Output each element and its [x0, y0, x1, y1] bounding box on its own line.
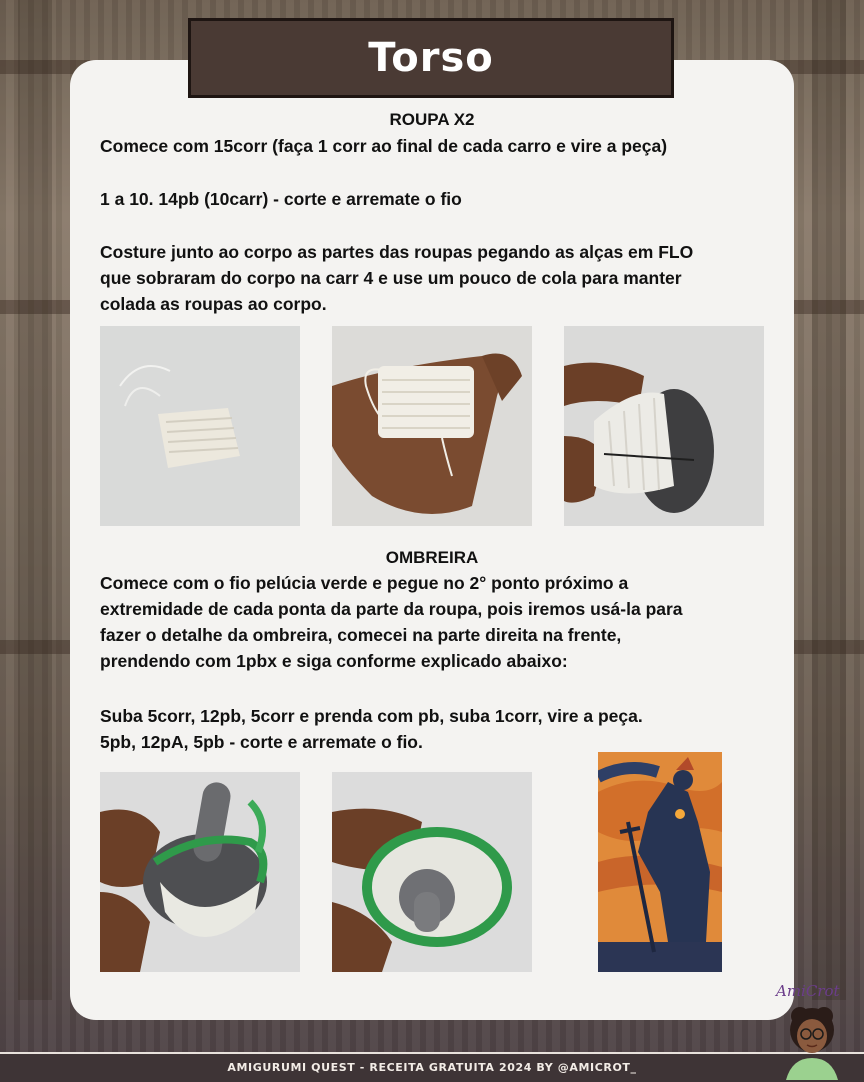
background-pillar — [18, 0, 52, 1000]
roupa-line-3b: que sobraram do corpo na carr 4 e use um pouco de cola para manter — [100, 268, 682, 288]
amicrot-logo — [772, 978, 852, 1080]
photo-shoulder-pad-side — [100, 772, 300, 972]
roupa-line-3a: Costure junto ao corpo as partes das roupas pegando as alças em FLO — [100, 242, 694, 262]
page-title: Torso — [368, 35, 494, 81]
photo-sewing-clothes-to-body — [564, 326, 764, 526]
photo-shoulder-pad-top — [332, 772, 532, 972]
roupa-line-1: Comece com 15corr (faça 1 corr ao final de cada carro e vire a peça) — [100, 136, 668, 156]
roupa-line-3c: colada as roupas ao corpo. — [100, 294, 327, 314]
ombreira-line-2b: 5pb, 12pA, 5pb - corte e arremate o fio. — [100, 732, 423, 752]
roupa-line-2: 1 a 10. 14pb (10carr) - corte e arremate o fio — [100, 189, 462, 209]
roupa-heading: ROUPA X2 — [389, 110, 475, 129]
ombreira-line-2a: Suba 5corr, 12pb, 5corr e prenda com pb, suba 1corr, vire a peça. — [100, 706, 643, 726]
photo-crochet-piece-hand — [332, 326, 532, 526]
ombreira-line-1d: prendendo com 1pbx e siga conforme explicado abaixo: — [100, 651, 568, 671]
ombreira-heading: OMBREIRA — [385, 548, 479, 567]
ombreira-line-1b: extremidade de cada ponta da parte da roupa, pois iremos usá-la para — [100, 599, 683, 619]
photo-reference-knight-art — [598, 752, 722, 972]
ombreira-line-1a: Comece com o fio pelúcia verde e pegue no 2° ponto próximo a — [100, 573, 629, 593]
photo-crochet-piece-flat — [100, 326, 300, 526]
title-banner — [188, 18, 674, 98]
footer-bar — [0, 1052, 864, 1082]
svg-text:AmiCrot: AmiCrot — [776, 982, 840, 1000]
footer-text: AMIGURUMI QUEST - RECEITA GRATUITA 2024 BY @AMICROT_ — [227, 1061, 637, 1074]
ombreira-line-1c: fazer o detalhe da ombreira, comecei na parte direita na frente, — [100, 625, 622, 645]
background-pillar — [812, 0, 846, 1000]
